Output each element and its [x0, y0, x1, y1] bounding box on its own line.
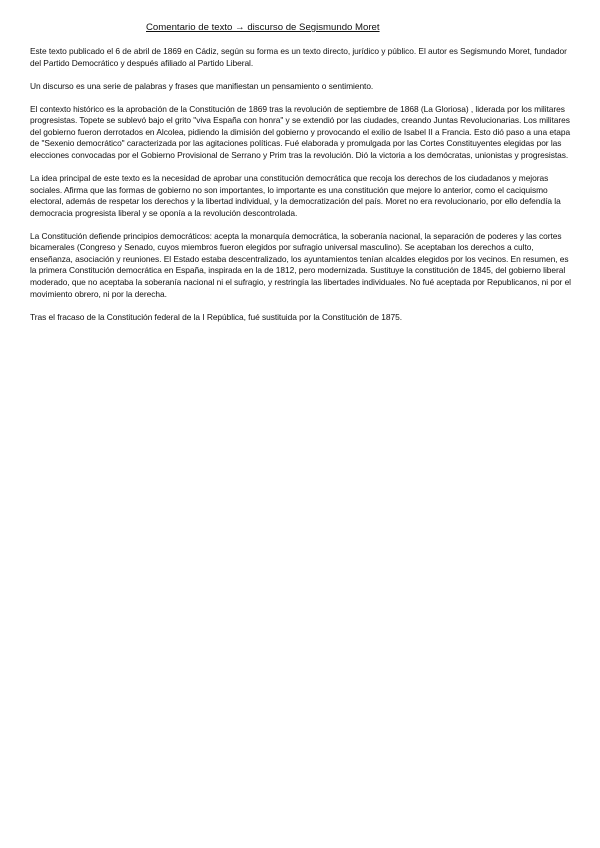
document-title: Comentario de texto → discurso de Segismundo Moret: [146, 22, 380, 33]
document-body: [30, 46, 576, 335]
paragraph-introduction: Este texto publicado el 6 de abril de 1869 en Cádiz, según su forma es un texto directo, jurídico y público. El autor es Segismundo Moret, fundador del Partido Democrático y después afiliado al Partido Liberal.: [30, 46, 567, 68]
paragraph-definition: Un discurso es una serie de palabras y frases que manifiestan un pensamiento o sentimiento.: [30, 80, 374, 91]
paragraph-main-idea: La idea principal de este texto es la necesidad de aprobar una constitución democrática que recoja los derechos de los ciudadanos y mejoras sociales. Afirma que las formas de gobierno no son importantes, lo importante es una constitución que mejore lo anterior, como el caciquismo electoral, además de respetar los derechos y la libertad individual, y la democratización del país. Moret no era revolucionario, por ello defendía la democracia progresista liberal y se oponía a la revolución descontrolada.: [30, 172, 561, 218]
paragraph-historical-context: El contexto histórico es la aprobación de la Constitución de 1869 tras la revolución de septiembre de 1868 (La Gloriosa) , liderada por los militares progresistas. Topete se sublevó bajo el grito "viva España con honra" y se extendió por las ciudades, creando Juntas Revolucionarias. Los militares del gobierno fueron derrotados en Alcolea, pidiendo la dimisión del gobierno y provocando el exilio de Isabel II a Francia. Esto dió paso a una etapa de "Sexenio democrático" caracterizada por las agitaciones políticas. Fué elaborada y promulgada por las Cortes Constituyentes elegidas por las elecciones convocadas por el Gobierno Provisional de Serrano y Prim tras la revolución. Dió la victoria a los demócratas, unionistas y progresistas.: [30, 103, 571, 160]
paragraph-constitution-principles: La Constitución defiende principios democráticos: acepta la monarquía democrática, la soberanía nacional, la separación de poderes y las cortes bicamerales (Congreso y Senado, cuyos miembros fueron elegidos por sufragio universal masculino). Se aceptaban los derechos a culto, enseñanza, asociación y reuniones. El Estado estaba descentralizado, los ayuntamientos tenían alcaldes elegidos por los vecinos. En resumen, es la primera Constitución democrática en España, inspirada en la de 1812, pero modernizada. Sustituye la constitución de 1845, del gobierno liberal moderado, que no aceptaba la soberanía nacional ni el sufragio, y restringía las libertades individuales. No fué aceptada por Republicanos, ni por el movimiento obrero, ni por la derecha.: [30, 230, 571, 299]
paragraph-conclusion: Tras el fracaso de la Constitución federal de la I República, fué sustituida por la Constitución de 1875.: [30, 311, 402, 322]
